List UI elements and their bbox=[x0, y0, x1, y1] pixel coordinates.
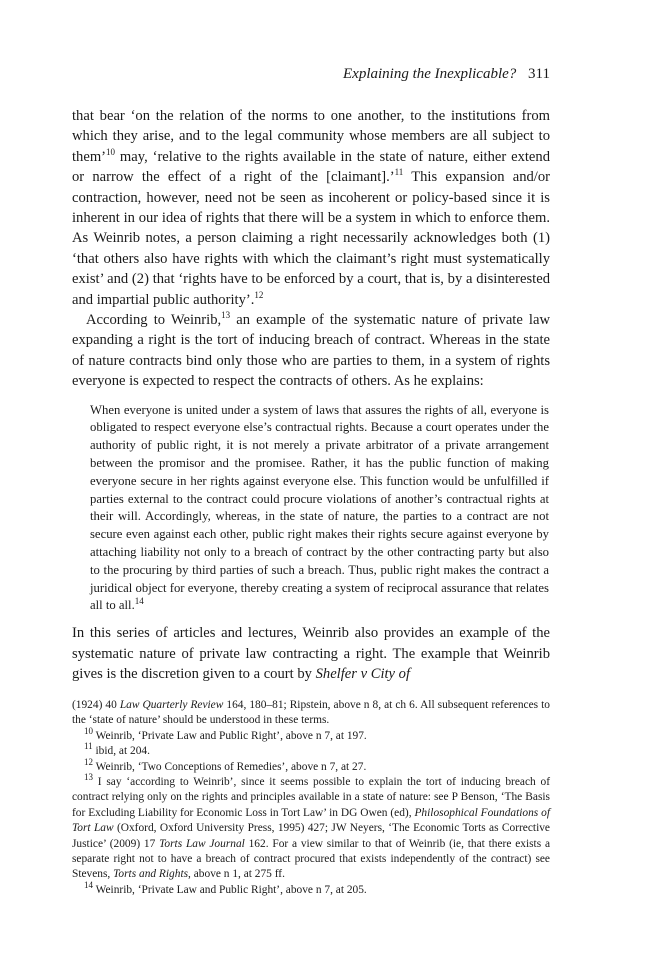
text-run: 164, 180–81; Ripstein, above n 8, at ch 6. All subsequent references to the ‘state of nature’ should be understood in these terms. bbox=[72, 699, 550, 727]
footnote-continued bbox=[72, 698, 550, 729]
text-run: (1924) 40 bbox=[72, 699, 120, 711]
footnote-text: ibid, at 204. bbox=[92, 745, 150, 758]
footnote-number: 10 bbox=[84, 726, 93, 737]
footnote-text: Weinrib, ‘Two Conceptions of Remedies’, above n 7, at 27. bbox=[93, 760, 367, 773]
footnote-number: 13 bbox=[84, 772, 93, 783]
text-run: According to Weinrib, bbox=[86, 312, 222, 329]
footnote-text: I say ‘according to Weinrib’, since it seems possible to explain the tort of inducing breach of contract relying only on the rights and principles available in a state of nature: see P Benson, ‘The Basis for Excluding Liability for Economic Loss in Tort Law’ in DG Owen (ed), bbox=[72, 776, 550, 819]
footnote-10 bbox=[72, 726, 550, 744]
running-title: Explaining the Inexplicable? bbox=[343, 66, 517, 82]
footnote-ref[interactable]: 10 bbox=[106, 146, 116, 157]
footnote-number: 14 bbox=[84, 880, 93, 891]
journal-title: Law Quarterly Review bbox=[119, 699, 224, 711]
text-run: This expansion and/or contraction, however, need not be seen as incoherent or policy-based since it is inherent in our idea of rights that there will be a system in which to enforce them. As Weinrib notes, a person claiming a right necessarily acknowledges both (1) ‘that others also have rights with which the claimant’s right must systematically exist’ and (2) that ‘rights have to be enforced by a court, that is, by a disinterested and impartial public authority’. bbox=[72, 169, 551, 308]
footnote-11 bbox=[72, 741, 550, 759]
quote-text: When everyone is united under a system of laws that assures the rights of all, everyone is obligated to respect everyone else’s contractual rights. Because a court operates under the authority of public right, it is not merely a private arbitrator of a private arrangement between the promisor and the promisee. Rather, it has the public function of making everyone secure in her rights against everyone else. This function would be unfulfilled if parties external to the contract could procure violations of another’s contractual rights at their will. Accordingly, whereas, in the state of nature, the parties to a contract are not secure even against each other, public right makes their rights secure against everyone by attaching liability not only to a breach of contract by the other contracting party but also to the procuring by third parties of such a breach. Thus, public right makes the contract a juridical object for everyone, thereby creating a system of reciprocal assurance that relates all to all. bbox=[90, 402, 549, 613]
footnote-text: , above n 1, at 275 ff. bbox=[188, 868, 285, 881]
footnote-number: 12 bbox=[84, 756, 93, 767]
footnotes bbox=[72, 698, 550, 898]
footnote-ref[interactable]: 12 bbox=[254, 289, 264, 300]
footnote-number: 11 bbox=[84, 741, 93, 752]
paragraph-1 bbox=[72, 106, 550, 310]
footnote-text: Weinrib, ‘Private Law and Public Right’, above n 7, at 205. bbox=[93, 883, 367, 896]
footnote-13 bbox=[72, 772, 551, 883]
footnote-14 bbox=[72, 880, 550, 898]
text-run: an example of the systematic nature of private law expanding a right is the tort of inducing breach of contract. Whereas in the state of nature contracts bind only those who are parties to them, in a system of rights everyone is expected to respect the contracts of others. As he explains: bbox=[72, 312, 550, 390]
text-run: that bear ‘on the relation of the norms to one another, to the institutions from which they arise, and to the legal community whose members are all subject to them’ bbox=[72, 108, 550, 165]
paragraph-2 bbox=[72, 310, 550, 392]
footnote-ref[interactable]: 11 bbox=[394, 167, 404, 178]
page-number: 311 bbox=[528, 66, 550, 82]
text-run: may, ‘relative to the rights available in the state of nature, either extend or narrow the effect of a right of the [claimant].’ bbox=[72, 148, 550, 186]
book-title: Philosophical Foundations of Tort Law bbox=[72, 806, 551, 835]
footnote-12 bbox=[72, 756, 550, 775]
footnote-text: 162. For a view similar to that of Weinrib (ie, that there exists a separate right not to have a breach of contract procured that exists independently of the contract) see Stevens, bbox=[72, 837, 550, 881]
footnote-text: (Oxford, Oxford University Press, 1995) 427; JW Neyers, ‘The Economic Torts as Corrective Justice’ (2009) 17 bbox=[72, 822, 550, 850]
running-header bbox=[72, 66, 550, 83]
main-text bbox=[72, 106, 550, 684]
paragraph-3 bbox=[72, 623, 550, 684]
footnote-text: Weinrib, ‘Private Law and Public Right’, above n 7, at 197. bbox=[93, 729, 367, 742]
book-title: Torts and Rights bbox=[113, 868, 189, 881]
text-run: In this series of articles and lectures, Weinrib also provides an example of the systematic nature of private law contracting a right. The example that Weinrib gives is the discretion given to a court by bbox=[72, 625, 550, 683]
journal-title: Torts Law Journal bbox=[159, 837, 245, 850]
footnote-ref[interactable]: 14 bbox=[134, 596, 144, 607]
footnote-ref[interactable]: 13 bbox=[221, 310, 231, 321]
block-quote bbox=[90, 402, 549, 616]
case-name: Shelfer v City of bbox=[315, 666, 411, 683]
